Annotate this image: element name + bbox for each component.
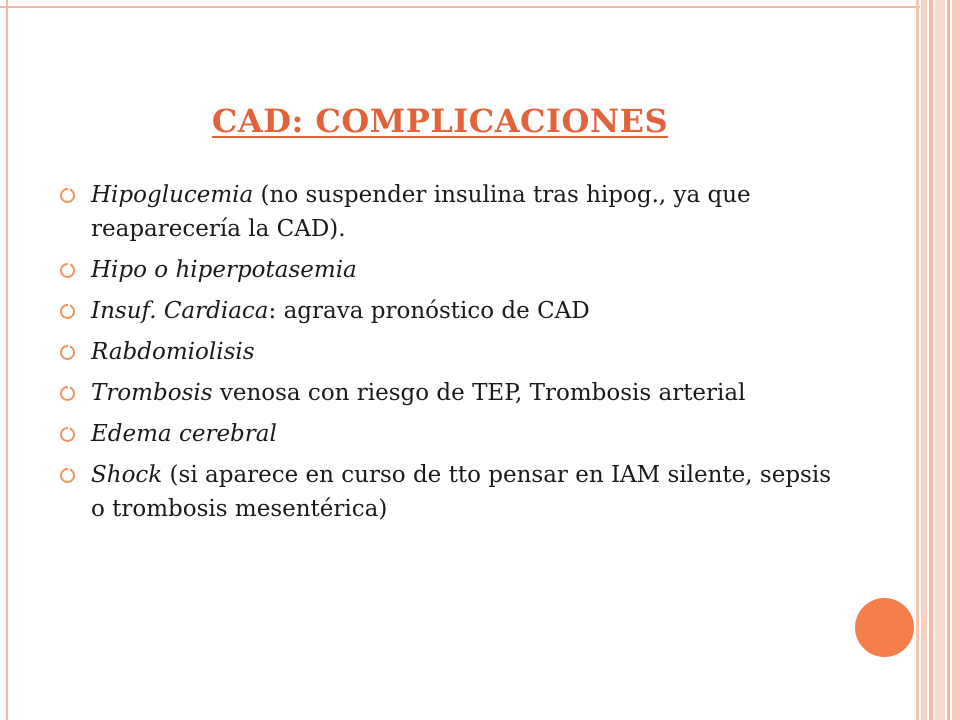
bullet-term: Insuf. Cardiaca (91, 298, 269, 324)
bullet-term: Hipo o hiperpotasemia (91, 257, 357, 283)
bullet-icon (60, 304, 75, 319)
decorative-circle (855, 598, 914, 657)
list-item (60, 178, 840, 246)
list-item (60, 376, 840, 410)
bullet-list (60, 178, 840, 533)
left-border-line (6, 0, 8, 720)
bullet-term: Rabdomiolisis (91, 339, 255, 365)
bullet-text: (no suspender insulina tras hipog., ya que reaparecería la CAD). (91, 182, 751, 242)
bullet-icon (60, 468, 75, 483)
bullet-icon (60, 345, 75, 360)
stripe (921, 0, 927, 720)
bullet-icon (60, 188, 75, 203)
stripe (952, 0, 960, 720)
decorative-stripes (916, 0, 960, 720)
list-item (60, 458, 840, 526)
bullet-term: Hipoglucemia (91, 182, 254, 208)
bullet-icon (60, 263, 75, 278)
top-border-line (0, 6, 920, 8)
stripe (916, 0, 919, 720)
bullet-icon (60, 427, 75, 442)
bullet-text: : agrava pronóstico de CAD (268, 298, 590, 324)
list-item (60, 294, 840, 328)
list-item (60, 417, 840, 451)
list-item (60, 335, 840, 369)
stripe (935, 0, 945, 720)
stripe (929, 0, 933, 720)
bullet-term: Edema cerebral (91, 421, 277, 447)
slide-title: CAD: COMPLICACIONES (211, 102, 669, 140)
list-item (60, 253, 840, 287)
bullet-text: (si aparece en curso de tto pensar en IAM silente, sepsis o trombosis mesentérica) (91, 462, 832, 522)
stripe (947, 0, 950, 720)
bullet-icon (60, 386, 75, 401)
bullet-text: venosa con riesgo de TEP, Trombosis arterial (212, 380, 746, 406)
bullet-term: Trombosis (91, 380, 213, 406)
bullet-term: Shock (91, 462, 163, 488)
